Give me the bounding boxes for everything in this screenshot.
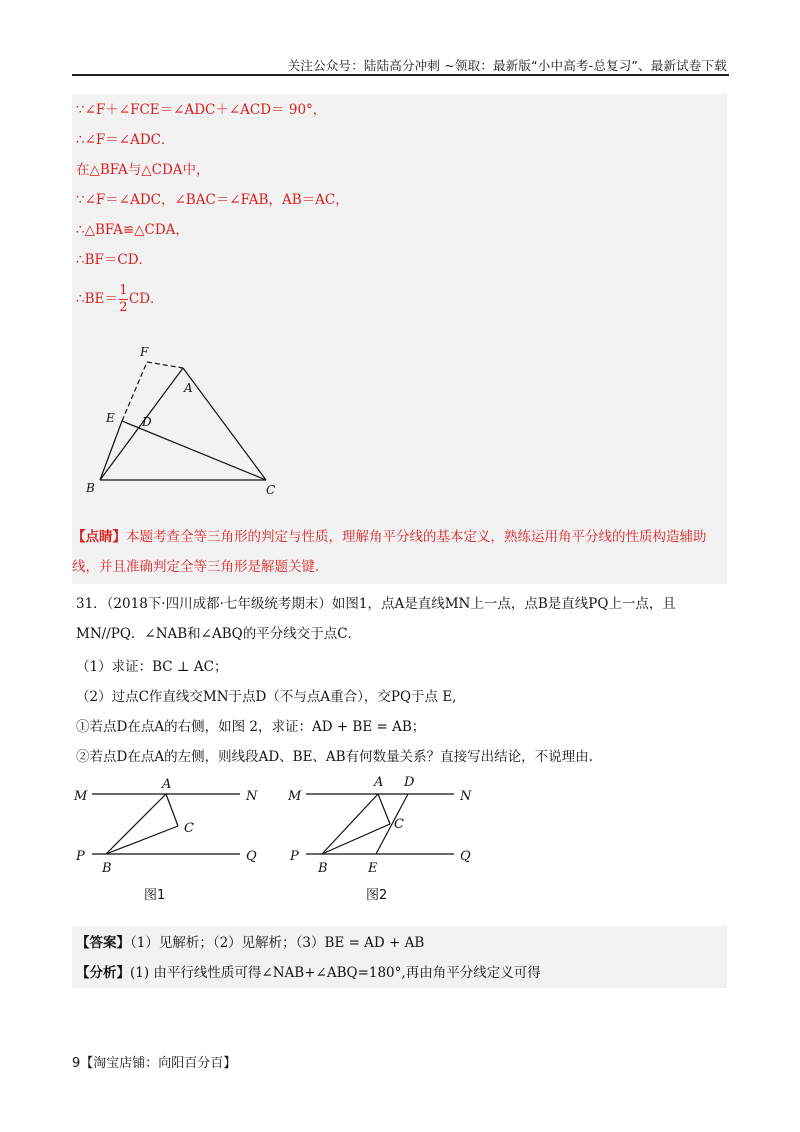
- fraction-denominator: 2: [119, 300, 128, 315]
- label-A: A: [184, 381, 193, 395]
- label-B: B: [318, 861, 328, 876]
- solution-line-7-suffix: CD．: [128, 291, 164, 307]
- key-point-tag: 【点睛】: [72, 529, 126, 545]
- label-D: D: [404, 775, 415, 790]
- segment-BC: [322, 824, 390, 854]
- solution-line-4: ∵∠F＝∠ADC，∠BAC＝∠FAB，AB＝AC，: [76, 192, 349, 208]
- label-F: F: [140, 345, 149, 359]
- figure-2-caption: 图2: [366, 888, 388, 903]
- geometry-figure-1: [70, 772, 280, 882]
- geometry-figure-triangle: [80, 340, 300, 500]
- label-P: P: [76, 849, 85, 864]
- label-A: A: [374, 775, 384, 790]
- label-M: M: [288, 789, 302, 804]
- analysis-tag: 【分析】: [76, 965, 130, 981]
- page-header: 关注公众号：陆陆高分冲刺 ~领取：最新版“小中高考-总复习”、最新试卷下载: [287, 58, 727, 73]
- fraction-numerator: 1: [119, 283, 128, 298]
- label-P: P: [290, 849, 299, 864]
- question-line-4: （2）过点C作直线交MN于点D（不与点A重合），交PQ于点 E,: [76, 689, 457, 705]
- analysis-text: (1) 由平行线性质可得∠NAB+∠ABQ=180°,再由角平分线定义可得: [130, 965, 541, 981]
- segment-AC: [378, 794, 390, 824]
- question-line-1: 31．（2018下·四川成都·七年级统考期末）如图1，点A是直线MN上一点，点B是直线PQ上一点，且: [76, 596, 676, 612]
- key-point-comment: [72, 522, 727, 582]
- label-N: N: [460, 789, 472, 804]
- label-B: B: [86, 481, 95, 495]
- solution-line-7: [76, 284, 164, 315]
- question-line-6: ②若点D在点A的左侧，则线段AD、BE、AB有何数量关系？直接写出结论，不说理由.: [76, 749, 593, 765]
- solution-line-2: ∴∠F＝∠ADC．: [76, 132, 175, 148]
- label-C: C: [394, 817, 404, 832]
- label-Q: Q: [460, 849, 471, 864]
- label-N: N: [246, 789, 258, 804]
- solution-line-7-prefix: ∴BE＝: [76, 291, 118, 307]
- label-B: B: [102, 861, 112, 876]
- solution-line-6: ∴BF＝CD．: [76, 252, 153, 268]
- segment-FA-dashed: [147, 362, 183, 368]
- label-E: E: [368, 861, 378, 876]
- geometry-figure-2: [284, 772, 494, 882]
- solution-line-1: ∵∠F＋∠FCE＝∠ADC＋∠ACD＝ 90°，: [76, 102, 327, 118]
- segment-BE: [100, 421, 122, 480]
- header-divider: [72, 74, 729, 76]
- question-line-3: （1）求证：BC ⊥ AC；: [76, 659, 228, 675]
- key-point-text: 本题考查全等三角形的判定与性质，理解角平分线的基本定义，熟练运用角平分线的性质构造辅助线，并且准确判定全等三角形是解题关键．: [72, 529, 707, 575]
- analysis-line: [76, 961, 541, 981]
- question-line-2: MN//PQ．∠NAB和∠ABQ的平分线交于点C．: [76, 626, 362, 642]
- label-A: A: [162, 777, 172, 792]
- label-C: C: [184, 821, 194, 836]
- answer-tag: 【答案】: [76, 935, 130, 951]
- label-Q: Q: [246, 849, 257, 864]
- segment-AC: [166, 794, 178, 826]
- solution-line-3: 在△BFA与△CDA中，: [76, 162, 210, 178]
- label-C: C: [266, 483, 276, 497]
- answer-text: （1）见解析；（2）见解析；（3）BE = AD + AB: [130, 935, 425, 951]
- figure-1-caption: 图1: [144, 888, 166, 903]
- segment-BC: [106, 826, 178, 854]
- label-E: E: [106, 411, 115, 425]
- fraction-one-half: [119, 284, 128, 315]
- label-M: M: [74, 789, 88, 804]
- question-line-5: ①若点D在点A的右侧，如图 2，求证：AD + BE = AB；: [76, 719, 426, 735]
- segment-BA: [322, 794, 378, 854]
- page-footer: 9【淘宝店铺：向阳百分百】: [72, 1056, 237, 1071]
- answer-line: [76, 931, 424, 951]
- label-D: D: [142, 415, 152, 429]
- solution-line-5: ∴△BFA≌△CDA，: [76, 222, 189, 238]
- segment-EF-dashed: [122, 362, 147, 421]
- segment-BA: [106, 794, 166, 854]
